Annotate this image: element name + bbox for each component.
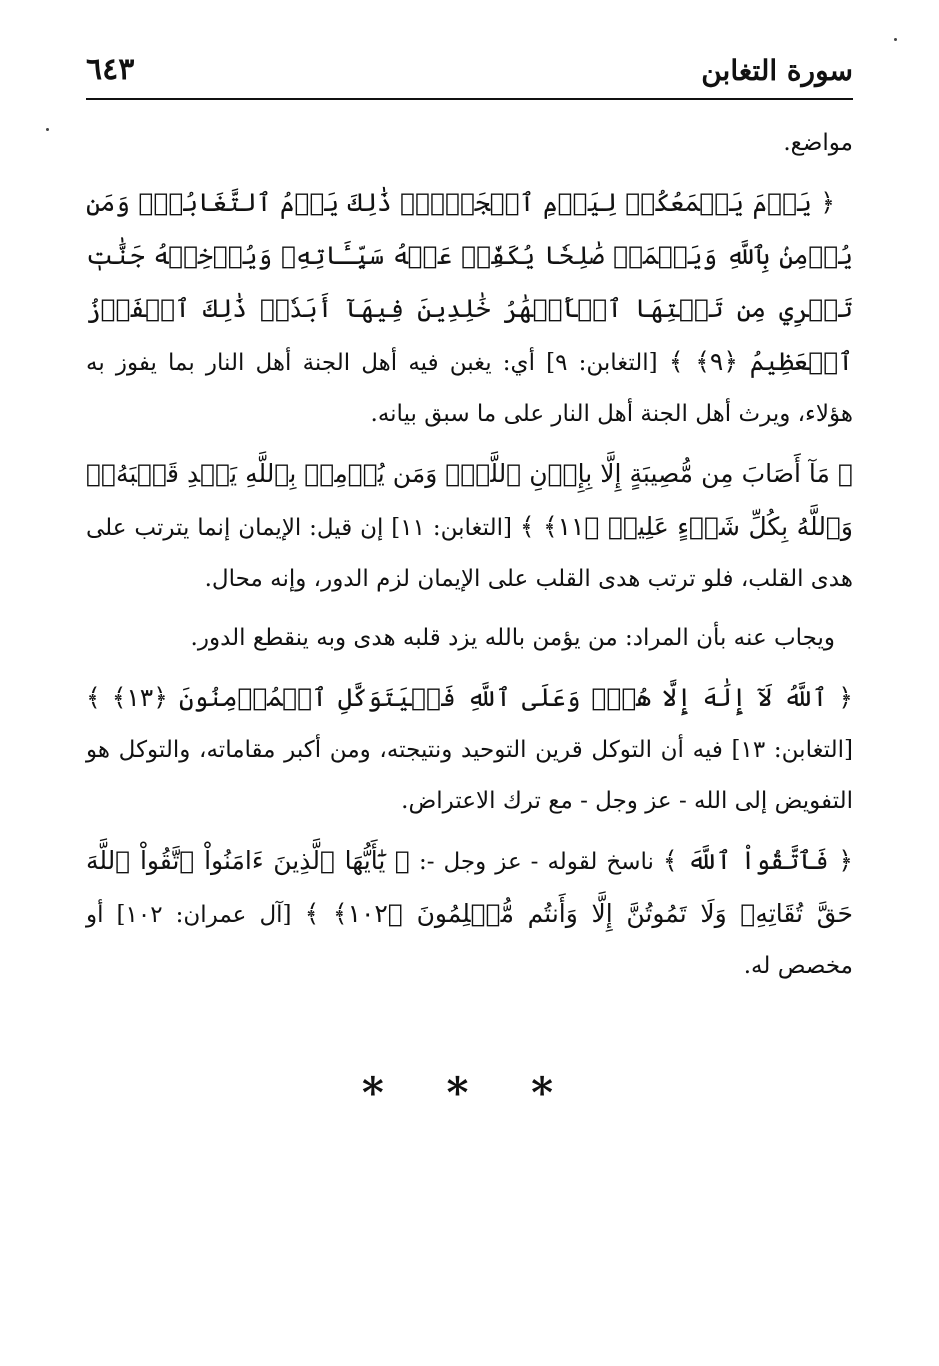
quran-verse: ﴿ فَٱتَّقُواْ ٱللَّهَ ﴾ — [662, 846, 853, 875]
scan-speck — [46, 128, 49, 131]
quran-verse: ﴿ مَآ أَصَابَ مِن مُّصِيبَةٍ إِلَّا بِإِذۡنِ ٱللَّهِۗ وَمَن يُؤۡمِنۢ بِٱللَّهِ يَهۡدِ قَلۡبَهُۥۚ وَٱللَّهُ بِكُلِّ شَيۡءٍ عَلِيمٞ ﴿١١﴾ ﴾ — [86, 459, 854, 541]
commentary-text: [آل عمران: ١٠٢] أو مخصص له. — [86, 902, 853, 979]
quran-verse: ﴿ ٱللَّهُ لَآ إِلَٰهَ إِلَّا هُوَۚ وَعَلَى ٱللَّهِ فَلۡيَتَوَكَّلِ ٱلۡمُؤۡمِنُونَ ﴿١٣﴾ ﴾ — [86, 683, 854, 712]
commentary-text: ويجاب عنه بأن المراد: من يؤمن بالله يزد قلبه هدى وبه ينقطع الدور. — [190, 625, 835, 651]
paragraph — [86, 835, 853, 992]
paragraph — [86, 177, 853, 440]
commentary-text: ناسخ لقوله - عز وجل -: — [409, 849, 663, 875]
page-header — [86, 52, 853, 100]
commentary-text: [التغابن: ١٣] فيه أن التوكل قرين التوحيد ونتيجته، ومن أكبر مقاماته، والتوكل هو التفويض إلى الله - عز وجل - مع ترك الاعتراض. — [86, 737, 853, 814]
commentary-text: مواضع. — [783, 130, 853, 156]
paragraph — [86, 613, 853, 664]
quran-verse: ﴿ يَوۡمَ يَجۡمَعُكُمۡ لِيَوۡمِ ٱلۡجَمۡعِۖ ذَٰلِكَ يَوۡمُ ٱلتَّغَابُنِۗ وَمَن يُؤۡمِنۢ بِٱللَّهِ وَيَعۡمَلۡ صَٰلِحٗا يُكَفِّرۡ عَنۡهُ سَيِّـَٔاتِهِۦ وَيُدۡخِلۡهُ جَنَّٰتٖ تَجۡرِي مِن تَحۡتِهَا ٱلۡأَنۡهَٰرُ خَٰلِدِينَ فِيهَآ أَبَدٗاۚ ذَٰلِكَ ٱلۡفَوۡزُ ٱلۡعَظِيمُ ﴿٩﴾ ﴾ — [86, 188, 854, 376]
page-number: ٦٤٣ — [86, 52, 135, 87]
commentary-text: [التغابن: ٩] أي: يغبن فيه أهل الجنة أهل النار بما يفوز به هؤلاء، ويرث أهل الجنة أهل النار على ما سبق بيانه. — [86, 350, 853, 427]
scan-speck — [894, 38, 897, 41]
paragraph — [86, 672, 853, 827]
paragraph — [86, 448, 853, 605]
page-body — [86, 118, 853, 1000]
section-divider: * * * — [361, 1068, 578, 1117]
surah-title: سورة التغابن — [701, 54, 853, 87]
paragraph — [86, 118, 853, 169]
commentary-text: [التغابن: ١١] إن قيل: الإيمان إنما يترتب على هدى القلب، فلو ترتب هدى القلب على الإيمان لزم الدور، وإنه محال. — [86, 515, 853, 592]
quran-verse: ﴿ يَٰٓأَيُّهَا ٱلَّذِينَ ءَامَنُواْ ٱتَّقُواْ ٱللَّهَ حَقَّ تُقَاتِهِۦ وَلَا تَمُوتُنَّ إِلَّا وَأَنتُم مُّسۡلِمُونَ ﴿١٠٢﴾ ﴾ — [86, 846, 854, 928]
